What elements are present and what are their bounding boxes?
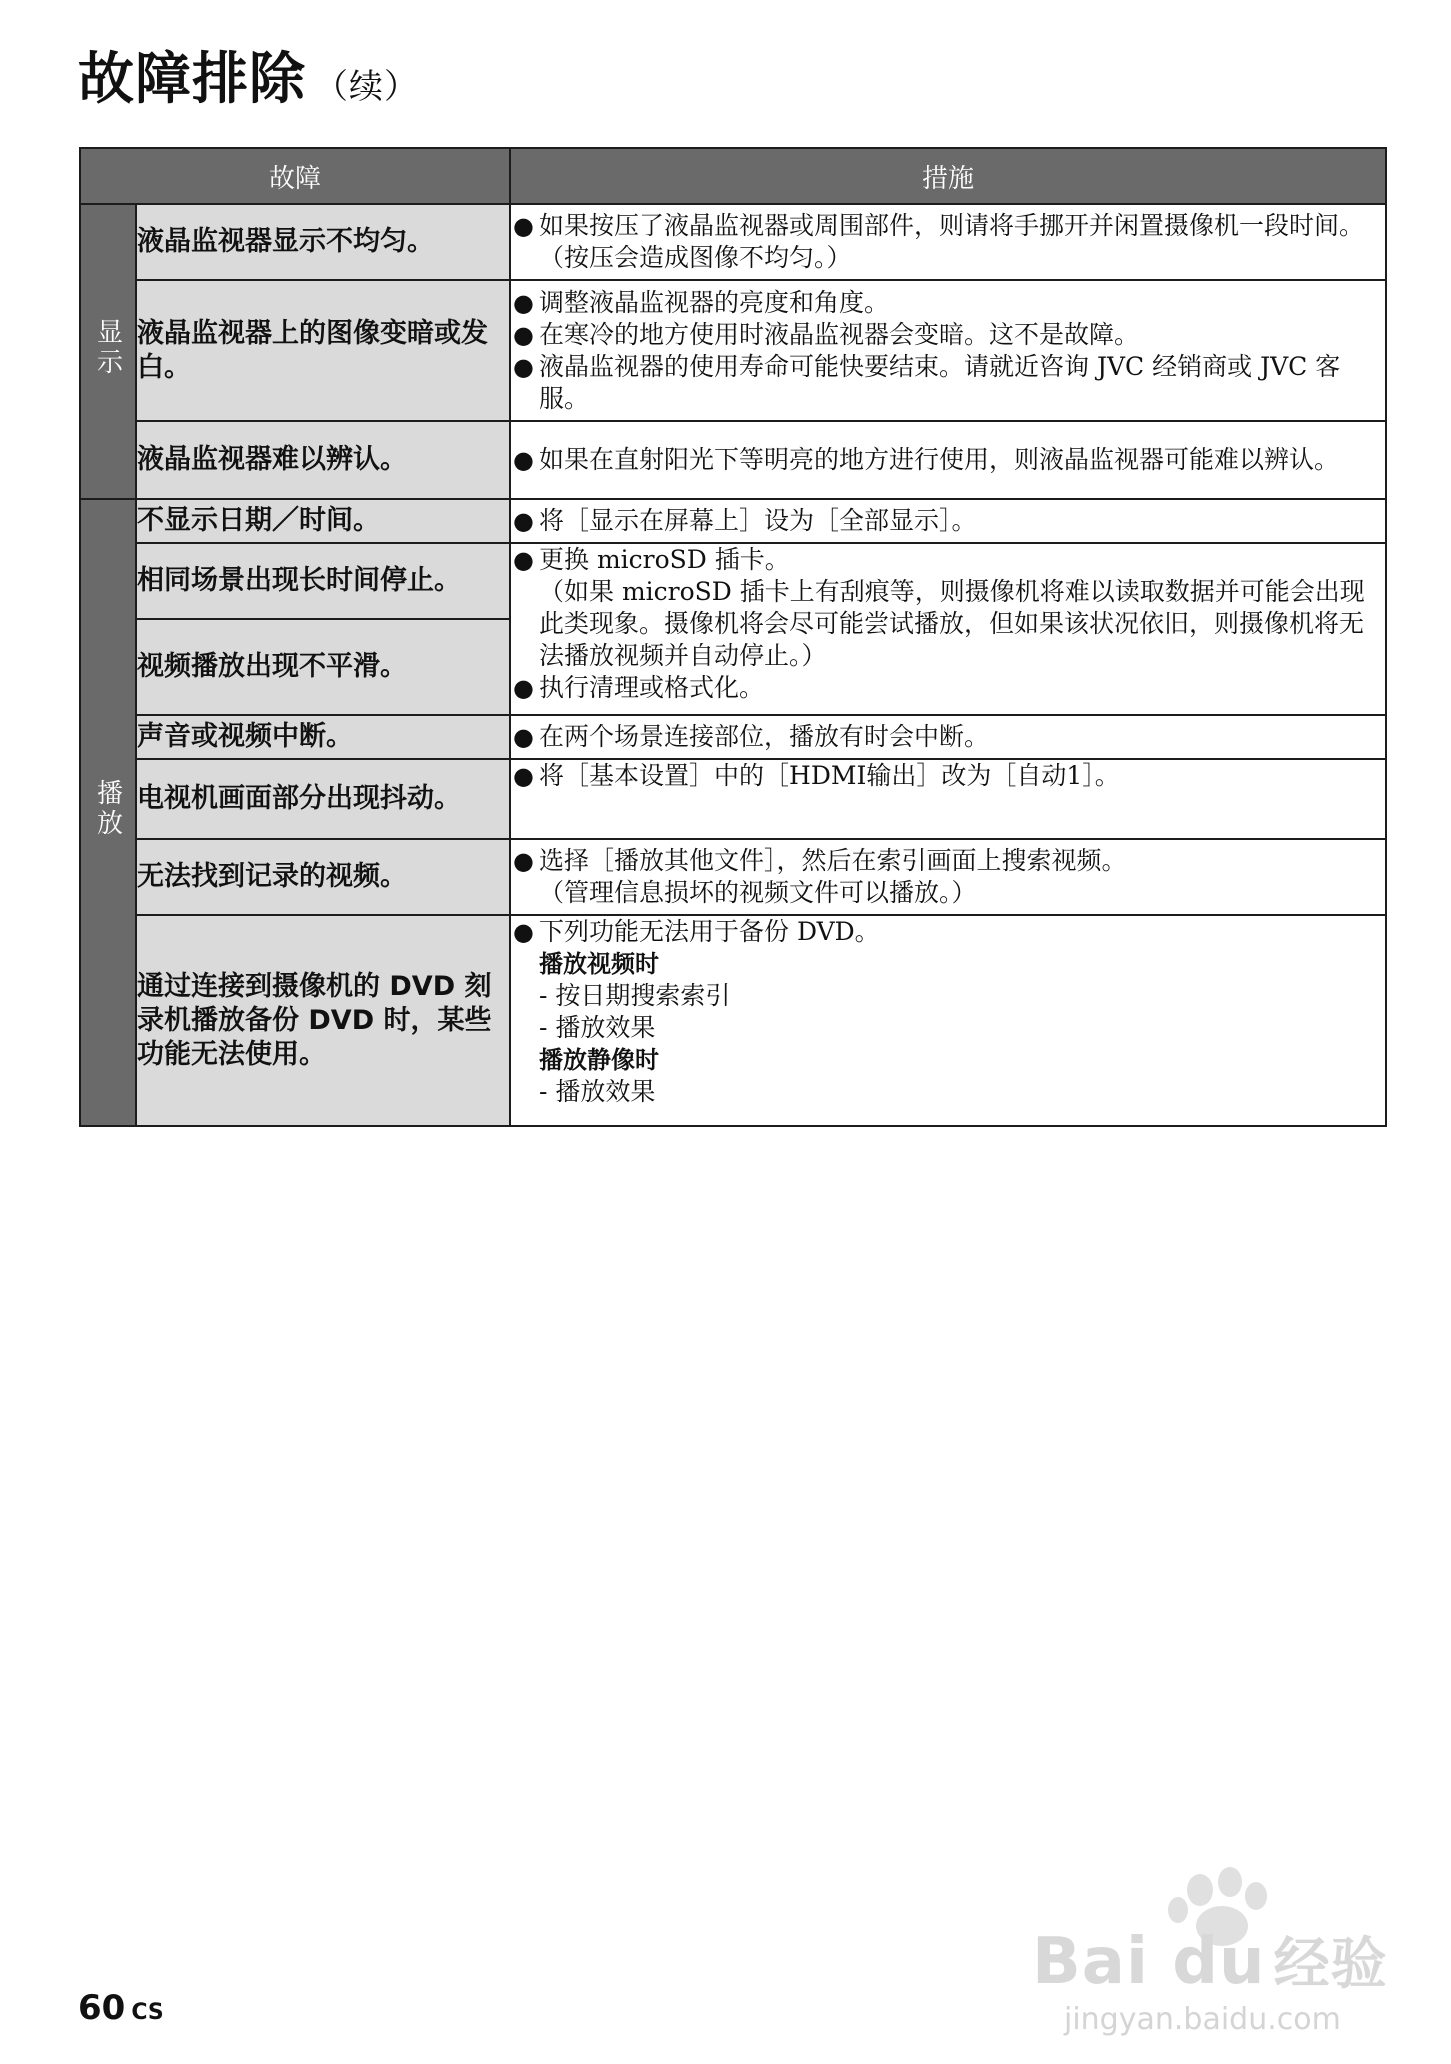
table-row	[80, 839, 1386, 915]
table-row	[80, 204, 1386, 280]
bullet-icon: ●	[513, 762, 534, 790]
page-number: 60 CS	[78, 1988, 164, 2028]
table-row	[80, 715, 1386, 759]
action-cell	[510, 204, 1386, 280]
action-cell	[510, 715, 1386, 759]
page-language-code: CS	[131, 2000, 164, 2025]
table-row	[80, 421, 1386, 499]
problem-cell: 通过连接到摄像机的 DVD 刻录机播放备份 DVD 时，某些功能无法使用。	[136, 915, 510, 1126]
problem-cell: 电视机画面部分出现抖动。	[136, 759, 510, 839]
action-cell	[510, 499, 1386, 543]
action-cell	[510, 280, 1386, 421]
problem-cell: 无法找到记录的视频。	[136, 839, 510, 915]
header-problem: 故障	[80, 148, 510, 204]
bullet-icon: ●	[513, 847, 534, 875]
table-row	[80, 543, 1386, 619]
watermark-url: jingyan.baidu.com	[1064, 2002, 1341, 2037]
action-cell	[510, 421, 1386, 499]
action-cell	[510, 543, 1386, 715]
page-title-main: 故障排除	[78, 47, 306, 112]
action-item: ● 如果在直射阳光下等明亮的地方进行使用，则液晶监视器可能难以辨认。	[513, 445, 1340, 474]
group-playback-label: 播放	[92, 779, 123, 839]
action-note: （如果 microSD 插卡上有刮痕等，则摄像机将难以读取数据并可能会出现此类现象。摄像机将会尽可能尝试播放，但如果该状况依旧，则摄像机将无法播放视频并自动停止。）	[539, 577, 1365, 670]
action-item: ● 液晶监视器的使用寿命可能快要结束。请就近咨询 JVC 经销商或 JVC 客服。	[513, 351, 1341, 413]
page-title-suffix: （续）	[314, 67, 419, 107]
bullet-icon: ●	[513, 507, 534, 535]
troubleshooting-table	[79, 147, 1387, 1127]
bullet-icon: ●	[513, 674, 534, 702]
bullet-icon: ●	[513, 446, 534, 474]
problem-cell: 不显示日期／时间。	[136, 499, 510, 543]
bullet-icon: ●	[513, 723, 534, 751]
problem-cell: 液晶监视器上的图像变暗或发白。	[136, 280, 510, 421]
table-header-row	[80, 148, 1386, 204]
action-item: ● 在两个场景连接部位，播放有时会中断。	[513, 722, 990, 751]
action-item: ● 更换 microSD 插卡。	[513, 545, 790, 574]
bullet-icon: ●	[513, 320, 534, 349]
page-title	[78, 44, 419, 123]
table-row	[80, 499, 1386, 543]
sub-item: - 播放效果	[539, 1013, 656, 1042]
group-display	[80, 204, 136, 499]
action-item: ● 将［显示在屏幕上］设为［全部显示］。	[513, 506, 977, 535]
header-action: 措施	[510, 148, 1386, 204]
bullet-icon: ●	[513, 918, 534, 946]
bullet-icon: ●	[513, 288, 534, 317]
action-cell	[510, 839, 1386, 915]
action-item: ● 调整液晶监视器的亮度和角度。	[513, 287, 890, 317]
problem-cell: 液晶监视器难以辨认。	[136, 421, 510, 499]
action-item: ● 在寒冷的地方使用时液晶监视器会变暗。这不是故障。	[513, 319, 1140, 349]
sub-item: - 按日期搜索索引	[539, 981, 731, 1010]
table-row	[80, 915, 1386, 1126]
problem-cell: 液晶监视器显示不均匀。	[136, 204, 510, 280]
sub-item: - 播放效果	[539, 1077, 656, 1106]
problem-cell: 声音或视频中断。	[136, 715, 510, 759]
video-playback-heading: 播放视频时	[539, 950, 660, 978]
group-display-label: 显示	[92, 318, 123, 378]
action-item: ● 选择［播放其他文件］，然后在索引画面上搜索视频。	[513, 846, 1127, 875]
problem-cell: 相同场景出现长时间停止。	[136, 543, 510, 619]
action-item: ● 下列功能无法用于备份 DVD。	[513, 917, 880, 946]
table-row	[80, 759, 1386, 839]
action-item: ● 执行清理或格式化。	[513, 673, 765, 702]
watermark-brand: Bai du 经验	[1032, 1925, 1388, 1999]
action-item: ● 将［基本设置］中的［HDMI输出］改为［自动1］。	[513, 761, 1120, 790]
action-note: （管理信息损坏的视频文件可以播放。）	[539, 878, 977, 907]
still-playback-heading: 播放静像时	[539, 1046, 660, 1074]
bullet-icon: ●	[513, 352, 534, 381]
action-item: ● 如果按压了液晶监视器或周围部件，则请将手挪开并闲置摄像机一段时间。（按压会造成图像不均匀。）	[513, 211, 1365, 272]
problem-cell: 视频播放出现不平滑。	[136, 619, 510, 715]
bullet-icon: ●	[513, 546, 534, 574]
action-cell	[510, 759, 1386, 839]
action-cell	[510, 915, 1386, 1126]
table-row	[80, 280, 1386, 421]
group-playback	[80, 499, 136, 1126]
bullet-icon: ●	[513, 212, 534, 240]
